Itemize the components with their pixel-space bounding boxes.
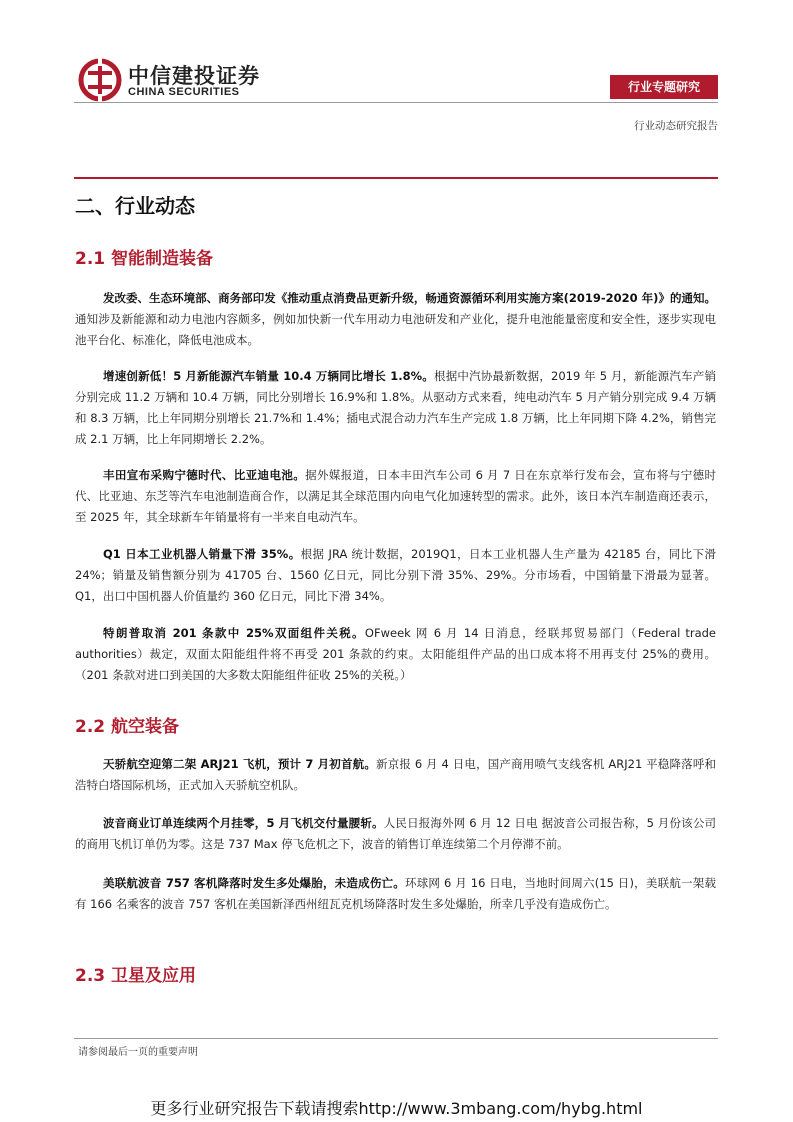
- news-paragraph: [75, 465, 716, 528]
- subsection-title-aviation: 2.2 航空装备: [75, 717, 180, 737]
- news-headline: 增速创新低！5 月新能源汽车销量 10.4 万辆同比增长 1.8%。: [103, 369, 435, 383]
- news-headline: 特朗普取消 201 条款中 25%双面组件关税。: [103, 626, 365, 640]
- subsection-title-satellite: 2.3 卫星及应用: [75, 966, 197, 986]
- news-paragraph: [75, 754, 716, 796]
- citic-logo-icon: [78, 58, 122, 102]
- news-body: 环球网 6 月 16 日电，当地时间周六(15 日)，美联航一架载有 166 名乘客的波音 757 客机在美国新泽西州纽瓦克机场降落时发生多处爆胎，所幸几乎没有造成伤亡。: [75, 876, 716, 911]
- news-paragraph: [75, 813, 716, 855]
- news-body: 根据中汽协最新数据，2019 年 5 月，新能源汽车产销分别完成 11.2 万辆和 10.4 万辆，同比分别增长 16.9%和 1.8%。从驱动方式来看，纯电动汽车 5 月产销分别完成 9.4 万辆和 8.3 万辆，比上年同期分别增长 21.7%和 1.4%；插电式混合动力汽车生产完成 1.8 万辆，比上年同期下降 4.2%，销售完成 2.1 万辆，比上年同期增长 2.2%。: [75, 369, 716, 446]
- news-headline: 天骄航空迎第二架 ARJ21 飞机，预计 7 月初首航。: [103, 757, 377, 771]
- news-headline: 丰田宣布采购宁德时代、比亚迪电池。: [103, 468, 306, 482]
- subsection-title-smart-manufacturing: 2.1 智能制造装备: [75, 249, 214, 269]
- footer-divider: [74, 1038, 718, 1039]
- disclaimer-note: 请参阅最后一页的重要声明: [78, 1047, 198, 1058]
- news-paragraph: [75, 623, 716, 686]
- report-subtitle: 行业动态研究报告: [634, 120, 718, 132]
- news-paragraph: [75, 288, 716, 351]
- news-headline: 美联航波音 757 客机降落时发生多处爆胎，未造成伤亡。: [103, 876, 405, 890]
- company-logo: [78, 58, 260, 102]
- news-headline: Q1 日本工业机器人销量下滑 35%。: [103, 547, 301, 561]
- news-body: 据外媒报道，日本丰田汽车公司 6 月 7 日在东京举行发布会，宣布将与宁德时代、比亚迪、东芝等汽车电池制造商合作，以满足其全球范围内向电气化加速转型的需求。此外，该日本汽车制造商还表示，至 2025 年，其全球新车年销量将有一半来自电动汽车。: [75, 468, 716, 524]
- logo-chinese-name: 中信建投证券: [128, 64, 260, 88]
- news-paragraph: [75, 873, 716, 915]
- section-title: 二、行业动态: [75, 194, 195, 218]
- report-type-tag: 行业专题研究: [610, 75, 718, 99]
- logo-english-name: CHINA SECURITIES: [128, 86, 240, 98]
- news-body: 通知涉及新能源和动力电池内容颇多，例如加快新一代车用动力电池研发和产业化，提升电池能量密度和安全性，逐步实现电池平台化、标准化，降低电池成本。: [75, 312, 716, 347]
- news-paragraph: [75, 544, 716, 607]
- news-body: 根据 JRA 统计数据，2019Q1，日本工业机器人生产量为 42185 台，同比下滑 24%；销量及销售额分别为 41705 台、1560 亿日元，同比分别下滑 35%、29%。分市场看，中国销量下滑最为显著。Q1，出口中国机器人价值量约 360 亿日元，同比下滑 34%。: [75, 547, 716, 603]
- news-paragraph: [75, 366, 716, 450]
- download-link-text[interactable]: 更多行业研究报告下载请搜索http://www.3mbang.com/hybg.html: [150, 1099, 643, 1118]
- news-headline: 发改委、生态环境部、商务部印发《推动重点消费品更新升级，畅通资源循环利用实施方案(2019-2020 年)》的通知。: [103, 291, 716, 305]
- news-body: 人民日报海外网 6 月 12 日电 据波音公司报告称，5 月份该公司的商用飞机订单仍为零。这是 737 Max 停飞危机之下，波音的销售订单连续第二个月停滞不前。: [75, 816, 716, 851]
- news-body: OFweek 网 6 月 14 日消息，经联邦贸易部门（Federal trade authorities）裁定，双面太阳能组件将不再受 201 条款的约束。太阳能组件产品的出口成本将不用再支付 25%的费用。（201 条款对进口到美国的大多数太阳能组件征收 25%的关税。）: [75, 626, 716, 682]
- news-headline: 波音商业订单连续两个月挂零，5 月飞机交付量腰斩。: [103, 816, 384, 830]
- section-divider: [74, 177, 718, 179]
- news-body: 新京报 6 月 4 日电，国产商用喷气支线客机 ARJ21 平稳降落呼和浩特白塔国际机场，正式加入天骄航空机队。: [75, 757, 716, 792]
- header-divider: [74, 102, 718, 103]
